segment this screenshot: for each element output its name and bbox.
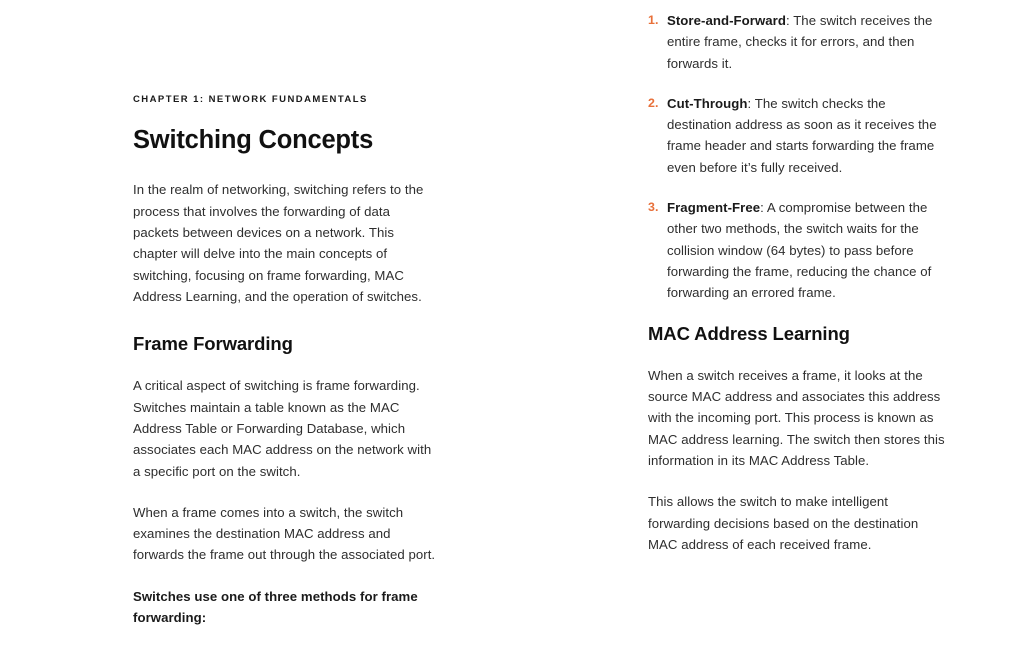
list-item <box>648 197 950 303</box>
frame-forwarding-paragraph-2: When a frame comes into a switch, the switch examines the destination MAC address and forwards the frame out through the associated port. <box>133 504 436 563</box>
list-item-marker: 2. <box>648 95 659 110</box>
left-column <box>133 0 438 628</box>
list-item-marker: 1. <box>648 13 659 27</box>
list-lead-in-text: Switches use one of three methods for frame forwarding: <box>133 588 418 626</box>
section-heading-frame-forwarding: Frame Forwarding <box>133 333 293 355</box>
list-item-term: Cut-Through <box>667 95 748 111</box>
list-item-description: : The switch checks the destination address as soon as it receives the frame header and starts forwarding the frame even before it’s fully received. <box>667 95 937 175</box>
right-column <box>648 0 950 555</box>
chapter-eyebrow-label: CHAPTER 1: NETWORK FUNDAMENTALS <box>133 94 368 105</box>
list-item-term: Store-and-Forward <box>667 13 786 28</box>
page-title: Switching Concepts <box>133 126 374 155</box>
intro-paragraph: In the realm of networking, switching refers to the process that involves the forwarding of data packets between devices on a network. This chapter will delve into the main concepts of switching, focusing on frame forwarding, MAC Address Learning, and the operation of switches. <box>133 182 424 304</box>
list-item-description: : The switch receives the entire frame, checks it for errors, and then forwards it. <box>667 13 933 71</box>
section-heading-mac-address-learning: MAC Address Learning <box>648 322 850 344</box>
mac-learning-paragraph-2: This allows the switch to make intelligent forwarding decisions based on the destination MAC address of each received frame. <box>648 494 919 552</box>
list-item-description: : A compromise between the other two methods, the switch waits for the collision window (64 bytes) to pass before forwarding the frame, reducing the chance of forwarding an errored frame. <box>667 200 932 301</box>
mac-learning-paragraph-1: When a switch receives a frame, it looks at the source MAC address and associates this address with the incoming port. This process is known as MAC address learning. The switch then stores this information in its MAC Address Table. <box>648 367 945 468</box>
list-item-term: Fragment-Free <box>667 200 761 216</box>
list-item <box>648 93 950 178</box>
forwarding-methods-list <box>648 10 950 304</box>
frame-forwarding-paragraph-1: A critical aspect of switching is frame forwarding. Switches maintain a table known as the MAC Address Table or Forwarding Database, which associates each MAC address on the network with a specific port on the switch. <box>133 378 432 479</box>
list-item <box>648 10 950 74</box>
list-item-marker: 3. <box>648 200 659 215</box>
